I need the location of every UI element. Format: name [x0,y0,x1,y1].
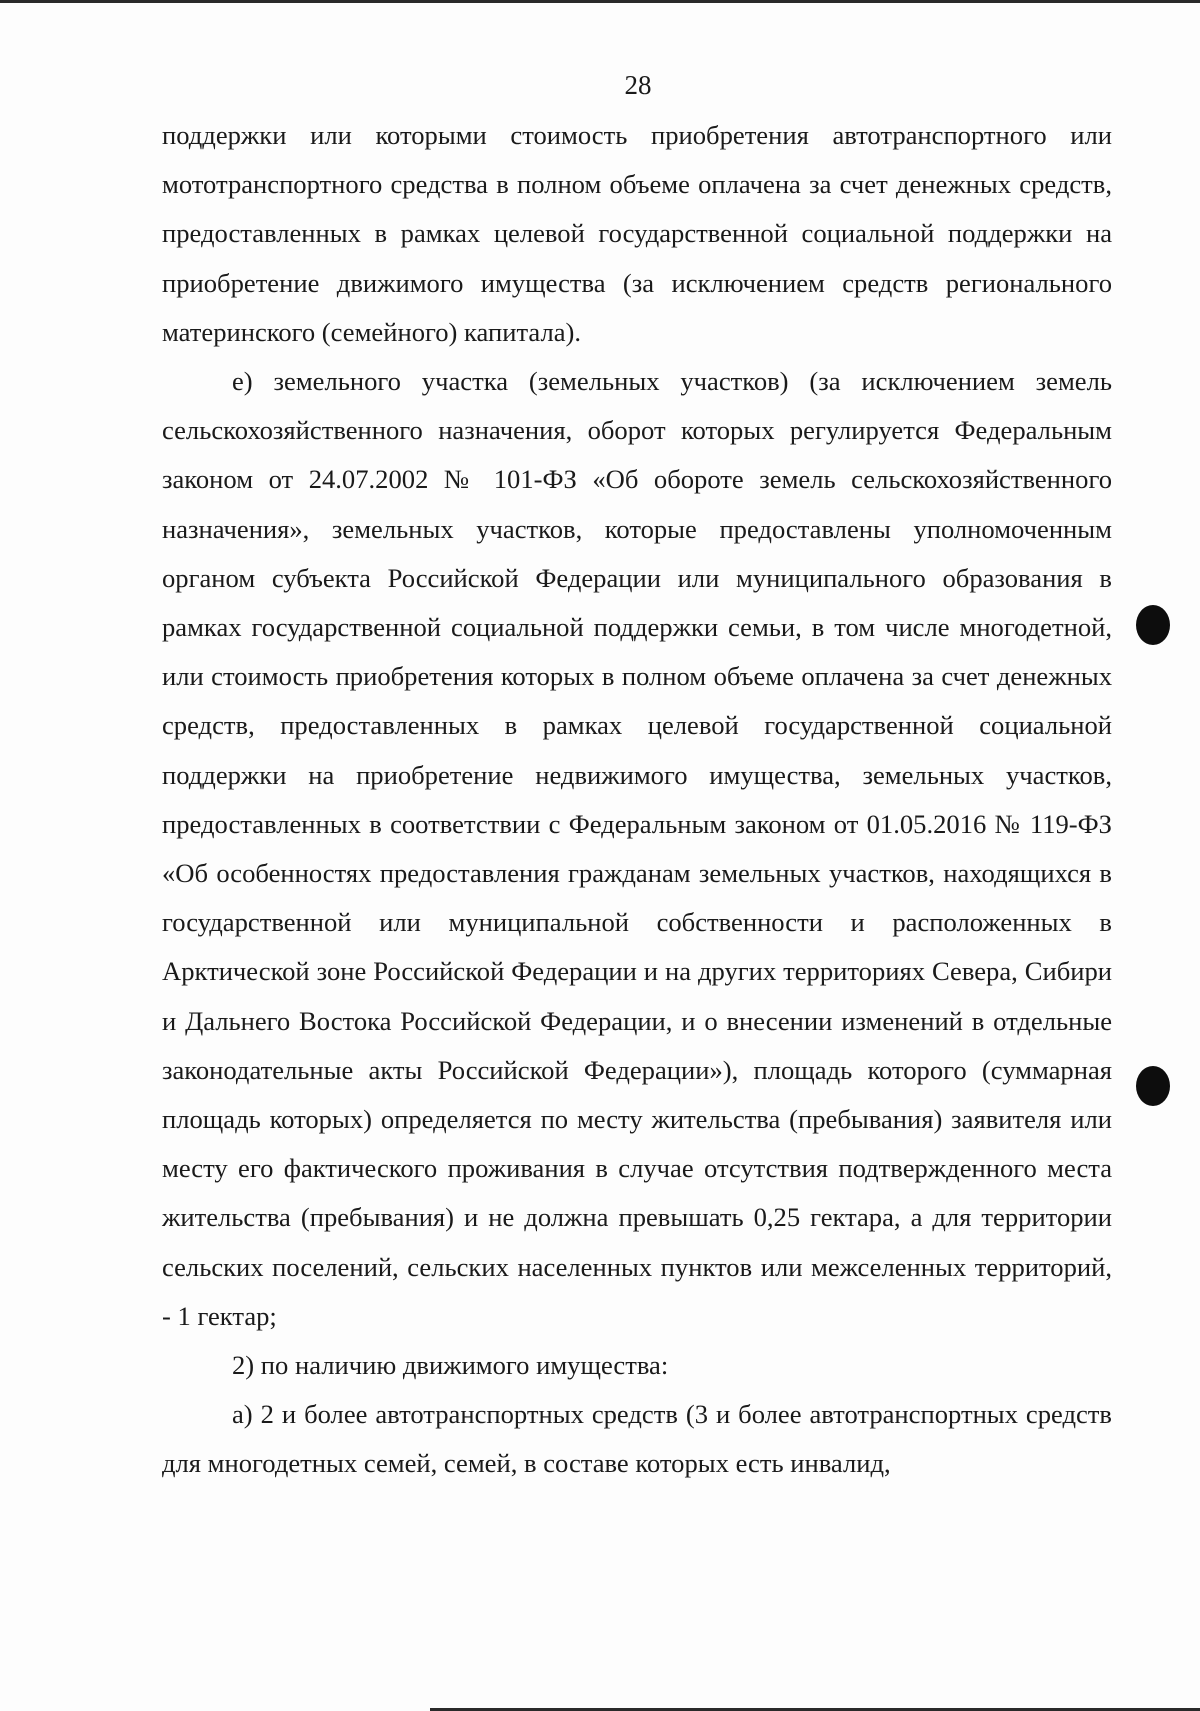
paragraph-item-e: е) земельного участка (земельных участков) (за исключением земель сельскохозяйственного назначения, оборот которых регулируется Федеральным законом от 24.07.2002 № 101-ФЗ «Об обороте земель сельскохозяйственного назначения», земельных участков, которые предоставлены уполномоченным органом субъекта Российской Федерации или муниципального образования в рамках государственной социальной поддержки семьи, в том числе многодетной, или стоимость приобретения которых в полном объеме оплачена за счет денежных средств, предоставленных в рамках целевой государственной социальной поддержки на приобретение недвижимого имущества, земельных участков, предоставленных в соответствии с Федеральным законом от 01.05.2016 № 119-ФЗ «Об особенностях предоставления гражданам земельных участков, находящихся в государственной или муниципальной собственности и расположенных в Арктической зоне Российской Федерации и на других территориях Севера, Сибири и Дальнего Востока Российской Федерации, и о внесении изменений в отдельные законодательные акты Российской Федерации»), площадь которого (суммарная площадь которых) определяется по месту жительства (пребывания) заявителя или месту его фактического проживания в случае отсутствия подтвержденного места жительства (пребывания) и не должна превышать 0,25 гектара, а для территории сельских поселений, сельских населенных пунктов или межселенных территорий, - 1 гектар; [162,366,1112,1331]
page-number: 28 [624,70,652,100]
punch-hole-mark [1136,1066,1170,1106]
scan-top-edge [0,0,1200,3]
document-body [162,111,1112,1489]
punch-hole-mark [1136,605,1170,645]
paragraph-item-a: а) 2 и более автотранспортных средств (3 и более автотранспортных средств для многодетных семей, семей, в составе которых есть инвалид, [162,1399,1112,1479]
paragraph-continuation: поддержки или которыми стоимость приобретения автотранспортного или мототранспортного средства в полном объеме оплачена за счет денежных средств, предоставленных в рамках целевой государственной социальной поддержки на приобретение движимого имущества (за исключением средств регионального материнского (семейного) капитала). [162,120,1112,347]
paragraph-item-2: 2) по наличию движимого имущества: [232,1350,669,1381]
